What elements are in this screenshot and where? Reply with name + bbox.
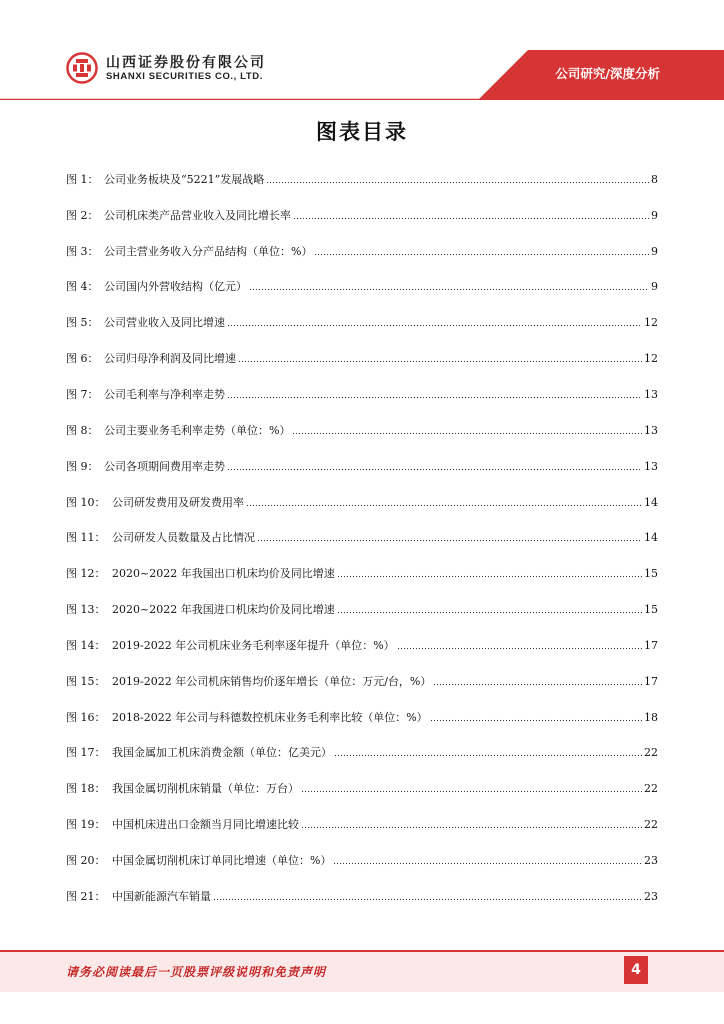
toc-row[interactable] <box>66 556 658 592</box>
toc-row[interactable] <box>66 700 658 736</box>
dot-leader <box>301 820 642 830</box>
figure-list <box>66 162 658 915</box>
figure-number: 图 9： <box>66 459 99 473</box>
figure-page: 9 <box>651 208 658 222</box>
toc-row[interactable] <box>66 628 658 664</box>
page-title: 图表目录 <box>316 120 408 144</box>
figure-number: 图 12： <box>66 567 106 581</box>
figure-number: 图 13： <box>66 603 106 617</box>
figure-number: 图 19： <box>66 818 106 832</box>
figure-page: 9 <box>651 280 658 294</box>
figure-page: 8 <box>651 172 658 186</box>
figure-title: 我国金属加工机床消费金额（单位：亿美元） <box>112 746 332 760</box>
header-band <box>0 0 724 100</box>
dot-leader <box>227 390 642 400</box>
dot-leader <box>397 641 642 651</box>
figure-page: 13 <box>644 459 658 473</box>
toc-row[interactable] <box>66 270 658 306</box>
figure-title: 公司主营业务收入分产品结构（单位：%） <box>104 244 313 258</box>
figure-number: 图 5： <box>66 316 99 330</box>
report-category: 公司研究/深度分析 <box>555 66 660 81</box>
toc-row[interactable] <box>66 162 658 198</box>
figure-page: 22 <box>644 746 658 760</box>
figure-title: 我国金属切削机床销量（单位：万台） <box>112 782 299 796</box>
toc-row[interactable] <box>66 879 658 915</box>
toc-row[interactable] <box>66 485 658 521</box>
figure-title: 公司业务板块及“5221”发展战略 <box>104 172 265 186</box>
figure-title: 中国机床进出口金额当月同比增速比较 <box>112 818 299 832</box>
figure-title: 公司归母净利润及同比增速 <box>104 352 236 366</box>
figure-page: 15 <box>644 603 658 617</box>
dot-leader <box>227 462 642 472</box>
figure-number: 图 6： <box>66 352 99 366</box>
figure-number: 图 10： <box>66 495 106 509</box>
dot-leader <box>430 713 642 723</box>
figure-number: 图 21： <box>66 889 106 903</box>
figure-title: 2019-2022 年公司机床销售均价逐年增长（单位：万元/台，%） <box>112 674 432 688</box>
toc-row[interactable] <box>66 771 658 807</box>
toc-row[interactable] <box>66 198 658 234</box>
dot-leader <box>433 677 642 687</box>
figure-title: 2020~2022 年我国出口机床均价及同比增速 <box>112 567 335 581</box>
toc-row[interactable] <box>66 234 658 270</box>
toc-row[interactable] <box>66 843 658 879</box>
toc-row[interactable] <box>66 305 658 341</box>
figure-page: 12 <box>644 352 658 366</box>
toc-row[interactable] <box>66 377 658 413</box>
dot-leader <box>293 211 649 221</box>
figure-page: 15 <box>644 567 658 581</box>
dot-leader <box>266 175 649 185</box>
dot-leader <box>334 748 642 758</box>
figure-number: 图 16： <box>66 710 106 724</box>
figure-number: 图 18： <box>66 782 106 796</box>
company-name-cn: 山西证券股份有限公司 <box>106 55 266 71</box>
disclaimer-note: 请务必阅读最后一页股票评级说明和免责声明 <box>66 965 327 979</box>
figure-title: 中国金属切削机床订单同比增速（单位：%） <box>112 853 332 867</box>
figure-number: 图 8： <box>66 423 99 437</box>
figure-page: 14 <box>644 495 658 509</box>
dot-leader <box>238 354 642 364</box>
figure-number: 图 17： <box>66 746 106 760</box>
dot-leader <box>227 318 642 328</box>
dot-leader <box>333 856 642 866</box>
figure-title: 2019-2022 年公司机床业务毛利率逐年提升（单位：%） <box>112 638 395 652</box>
figure-page: 9 <box>651 244 658 258</box>
toc-row[interactable] <box>66 736 658 772</box>
figure-number: 图 4： <box>66 280 99 294</box>
toc-row[interactable] <box>66 807 658 843</box>
figure-page: 12 <box>644 316 658 330</box>
company-name-en: SHANXI SECURITIES CO., LTD. <box>106 71 263 82</box>
figure-title: 公司研发人员数量及占比情况 <box>112 531 255 545</box>
figure-number: 图 14： <box>66 638 106 652</box>
figure-title: 中国新能源汽车销量 <box>112 889 211 903</box>
toc-row[interactable] <box>66 341 658 377</box>
dot-leader <box>292 426 642 436</box>
dot-leader <box>257 533 642 543</box>
figure-title: 公司研发费用及研发费用率 <box>112 495 244 509</box>
figure-number: 图 7： <box>66 387 99 401</box>
page-header <box>0 0 724 100</box>
page-number: 4 <box>624 956 648 984</box>
figure-title: 公司毛利率与净利率走势 <box>104 387 225 401</box>
figure-page: 17 <box>644 674 658 688</box>
figure-page: 22 <box>644 818 658 832</box>
dot-leader <box>301 784 642 794</box>
figure-page: 23 <box>644 853 658 867</box>
dot-leader <box>337 605 642 615</box>
figure-page: 23 <box>644 889 658 903</box>
figure-title: 2020~2022 年我国进口机床均价及同比增速 <box>112 603 335 617</box>
figure-number: 图 2： <box>66 208 99 222</box>
figure-page: 22 <box>644 782 658 796</box>
dot-leader <box>213 892 642 902</box>
dot-leader <box>337 569 642 579</box>
figure-page: 17 <box>644 638 658 652</box>
figure-title: 公司主要业务毛利率走势（单位：%） <box>104 423 291 437</box>
dot-leader <box>314 247 649 257</box>
company-logo-icon <box>66 52 98 84</box>
figure-page: 18 <box>644 710 658 724</box>
toc-row[interactable] <box>66 413 658 449</box>
toc-row[interactable] <box>66 449 658 485</box>
figure-number: 图 3： <box>66 244 99 258</box>
figure-title: 公司各项期间费用率走势 <box>104 459 225 473</box>
figure-number: 图 20： <box>66 853 106 867</box>
figure-page: 13 <box>644 387 658 401</box>
toc-row[interactable] <box>66 664 658 700</box>
figure-title: 公司营业收入及同比增速 <box>104 316 225 330</box>
figure-page: 14 <box>644 531 658 545</box>
toc-row[interactable] <box>66 520 658 556</box>
figure-title: 公司国内外营收结构（亿元） <box>104 280 247 294</box>
dot-leader <box>246 498 642 508</box>
figure-page: 13 <box>644 423 658 437</box>
figure-title: 2018-2022 年公司与科德数控机床业务毛利率比较（单位：%） <box>112 710 428 724</box>
figure-title: 公司机床类产品营业收入及同比增长率 <box>104 208 291 222</box>
dot-leader <box>249 282 649 292</box>
toc-row[interactable] <box>66 592 658 628</box>
figure-number: 图 15： <box>66 674 106 688</box>
figure-number: 图 11： <box>66 531 106 545</box>
figure-number: 图 1： <box>66 172 99 186</box>
